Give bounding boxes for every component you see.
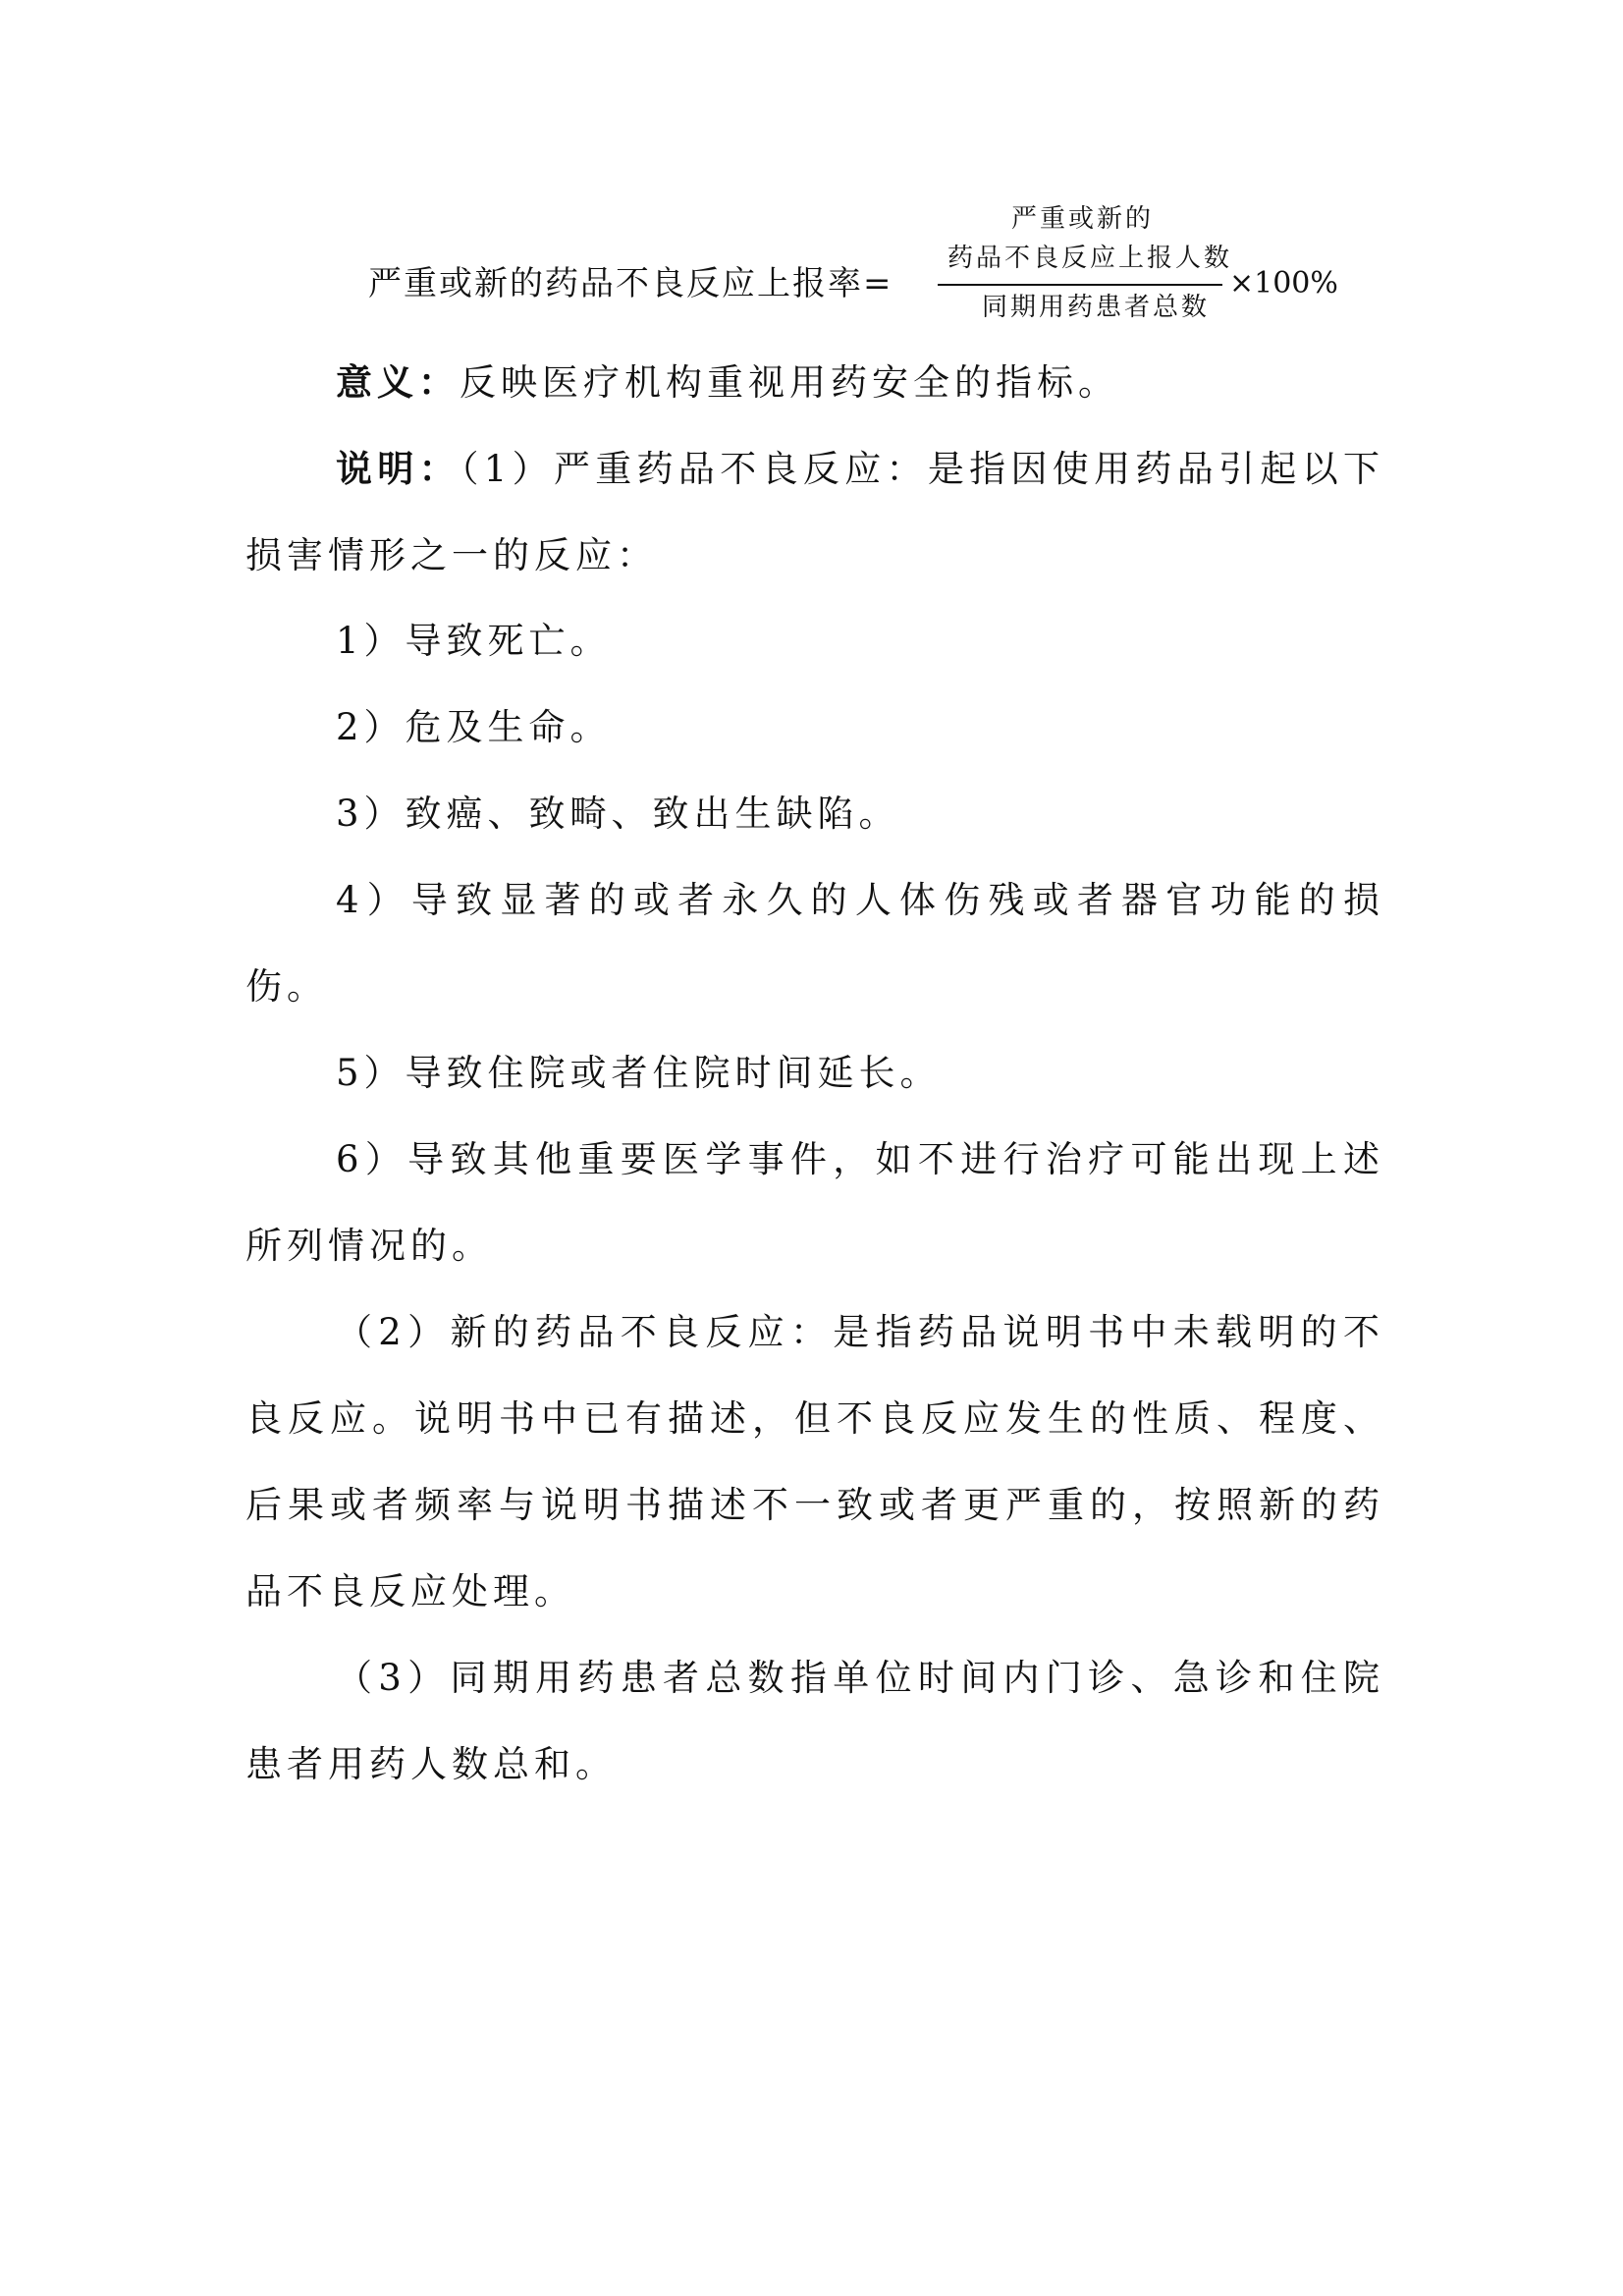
formula	[0, 201, 1623, 339]
new-adr-paragraph: （2）新的药品不良反应：是指药品说明书中未载明的不良反应。说明书中已有描述，但不良反应发生的性质、程度、后果或者频率与说明书描述不一致或者更严重的，按照新的药品不良反应处理。	[245, 1311, 1384, 1613]
patient-count-paragraph: （3）同期用药患者总数指单位时间内门诊、急诊和住院患者用药人数总和。	[245, 1657, 1384, 1785]
formula-numerator-line2: 药品不良反应上报人数	[947, 244, 1233, 273]
explanation-paragraph	[245, 425, 1384, 599]
explanation-intro: （1）严重药品不良反应：是指因使用药品引起以下损害情形之一的反应：	[245, 448, 1385, 576]
meaning-text: 反映医疗机构重视用药安全的指标。	[460, 361, 1119, 404]
list-item: 2）危及生命。	[336, 706, 612, 748]
formula-lhs: 严重或新的药品不良反应上报率=	[368, 264, 893, 303]
meaning-paragraph	[245, 339, 1384, 426]
list-item: 3）致癌、致畸、致出生缺陷。	[336, 793, 900, 835]
formula-numerator-line1: 严重或新的	[1011, 204, 1155, 234]
formula-multiplier: ×100%	[1229, 266, 1338, 301]
list-item: 4）导致显著的或者永久的人体伤残或者器官功能的损伤。	[245, 879, 1384, 1008]
list-item: 1）导致死亡。	[336, 620, 612, 662]
list-item: 6）导致其他重要医学事件，如不进行治疗可能出现上述所列情况的。	[245, 1138, 1384, 1267]
formula-denominator: 同期用药患者总数	[982, 293, 1211, 322]
list-item: 5）导致住院或者住院时间延长。	[336, 1052, 942, 1094]
explanation-label: 说明：	[336, 447, 460, 490]
fraction-bar	[938, 284, 1222, 286]
meaning-label: 意义：	[336, 360, 460, 404]
